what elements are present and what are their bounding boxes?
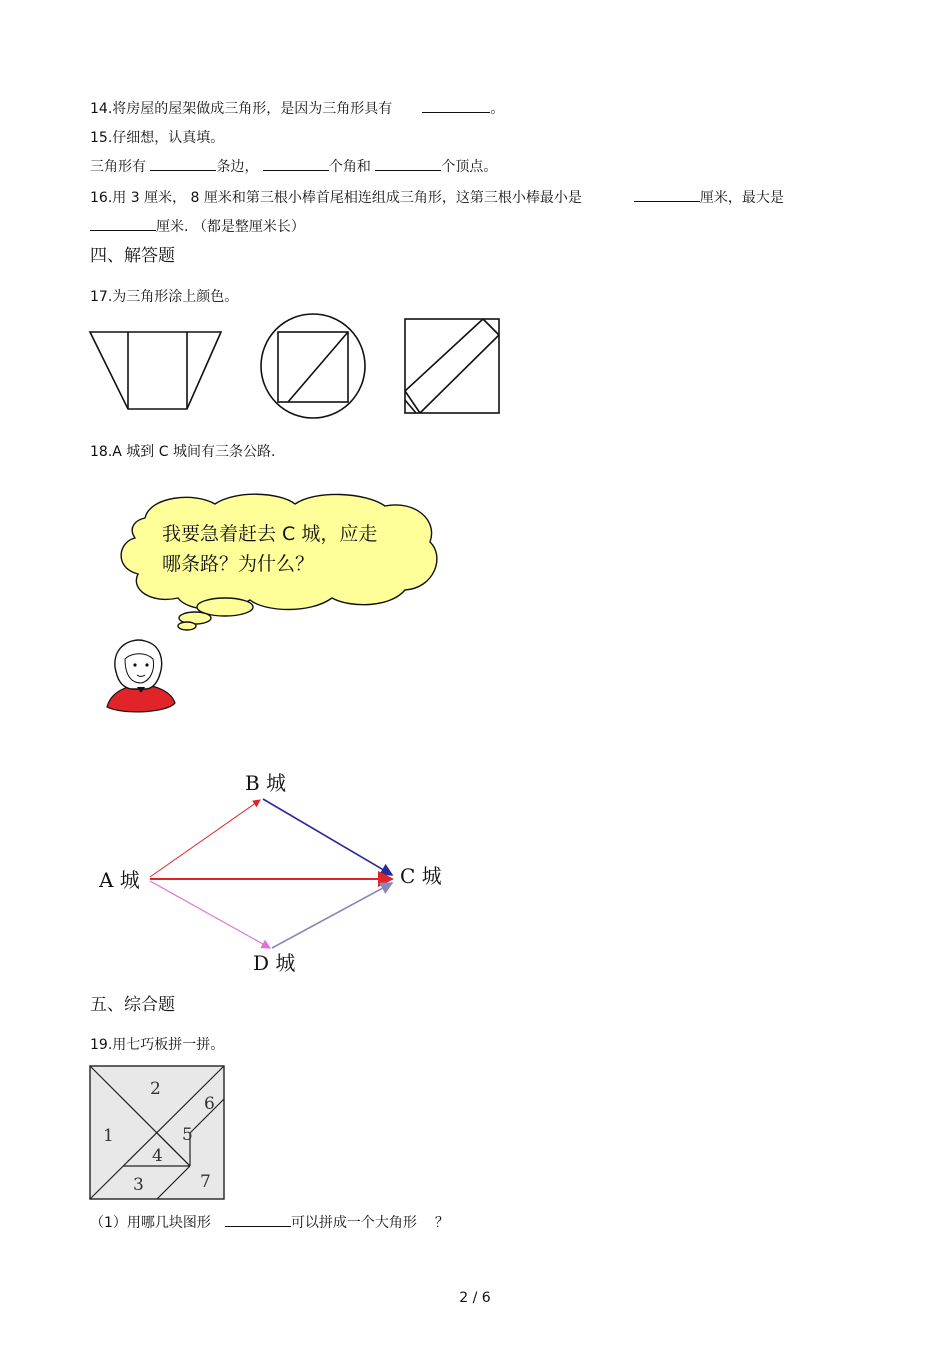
question-19-1	[90, 1214, 449, 1232]
square-band-shape[interactable]	[405, 319, 499, 413]
q15-part1: 三角形有	[90, 159, 146, 175]
route-a-b[interactable]	[150, 800, 260, 877]
q19-1-part2: 可以拼成一个大角形	[290, 1215, 417, 1231]
tangram-label-5: 5	[182, 1125, 193, 1145]
q15-part2: 条边，	[216, 159, 259, 175]
city-b-label: B 城	[245, 771, 287, 795]
route-a-d[interactable]	[150, 881, 270, 948]
question-14-text: 14.将房屋的屋架做成三角形，是因为三角形具有	[90, 101, 393, 117]
answer-blank[interactable]	[90, 218, 156, 231]
route-d-c[interactable]	[272, 883, 392, 948]
city-c-label: C 城	[400, 864, 442, 888]
bubble-text-line1: 我要急着赶去 C 城，应走	[162, 523, 378, 545]
q16-part3: 厘米. （都是整厘米长）	[156, 219, 305, 235]
question-14	[90, 100, 504, 118]
q16-part2: 厘米，最大是	[699, 190, 784, 206]
route-map	[95, 765, 455, 980]
tangram-label-4: 4	[152, 1146, 163, 1166]
girl-avatar	[103, 637, 178, 715]
answer-blank[interactable]	[150, 158, 216, 171]
tangram-label-6: 6	[204, 1094, 215, 1114]
city-a-label: A 城	[99, 868, 140, 892]
question-18: 18.A 城到 C 城间有三条公路.	[90, 444, 276, 460]
question-19: 19.用七巧板拼一拼。	[90, 1037, 225, 1053]
question-14-end: 。	[490, 101, 505, 117]
shapes-figure	[88, 315, 508, 420]
page-number: 2 / 6	[459, 1290, 491, 1306]
q16-text: 16.用 3 厘米， 8 厘米和第三根小棒首尾相连组成三角形，这第三根小棒最小是	[90, 190, 582, 206]
question-15-title: 15.仔细想，认真填。	[90, 130, 225, 146]
answer-blank[interactable]	[375, 158, 441, 171]
city-d-label: D 城	[253, 951, 296, 975]
tangram-label-2: 2	[150, 1079, 161, 1099]
question-15-line	[90, 158, 497, 176]
route-b-c[interactable]	[263, 799, 392, 875]
q19-1-part1: （1）用哪几块图形	[90, 1215, 211, 1231]
q15-part3: 个角和	[328, 159, 371, 175]
circle-square-shape[interactable]	[261, 314, 365, 418]
q15-part4: 个顶点。	[441, 159, 498, 175]
tangram-label-7: 7	[200, 1172, 211, 1192]
tangram-label-3: 3	[133, 1175, 144, 1195]
question-16-line2	[90, 218, 305, 236]
trapezoid-shape[interactable]	[90, 332, 221, 409]
answer-blank[interactable]	[263, 158, 329, 171]
answer-blank[interactable]	[422, 100, 490, 113]
section-heading-5: 五、综合题	[90, 995, 175, 1015]
tangram-figure	[89, 1065, 226, 1201]
answer-blank[interactable]	[634, 189, 700, 202]
tangram-label-1: 1	[103, 1126, 114, 1146]
question-16-line1	[90, 189, 784, 207]
thought-bubble	[100, 490, 445, 635]
bubble-text-line2: 哪条路？为什么？	[162, 553, 315, 575]
q19-1-part3: ？	[434, 1215, 449, 1231]
section-heading-4: 四、解答题	[90, 246, 175, 266]
answer-blank[interactable]	[225, 1214, 291, 1227]
question-17: 17.为三角形涂上颜色。	[90, 289, 239, 305]
